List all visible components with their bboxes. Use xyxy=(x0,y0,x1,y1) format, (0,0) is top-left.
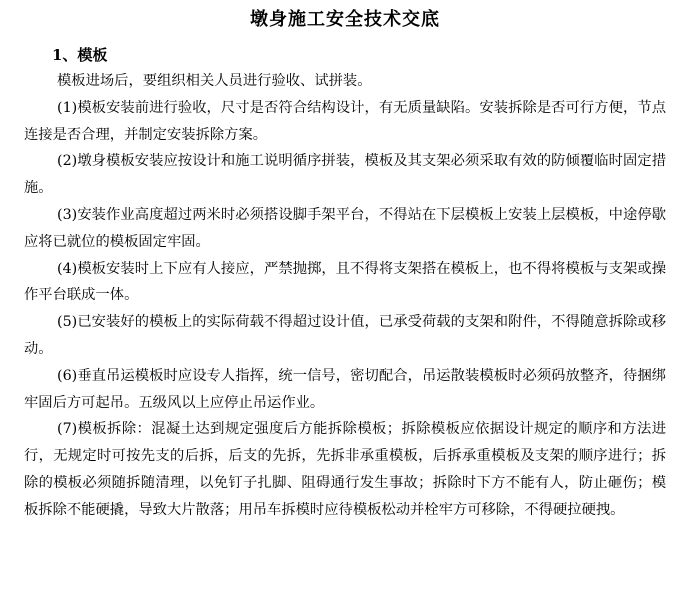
paragraph-item-6: (6)垂直吊运模板时应设专人指挥，统一信号，密切配合，吊运散装模板时必须码放整齐，待捆绑牢固后方可起吊。五级风以上应停止吊运作业。 xyxy=(24,367,666,411)
paragraph-item-7: (7)模板拆除：混凝土达到规定强度后方能拆除模板；拆除模板应依据设计规定的顺序和方法进行，无规定时可按先支的后拆，后支的先拆，先拆非承重模板，后拆承重模板及支架的顺序进行；拆除的模板必须随拆随清理，以免钉子扎脚、阻碍通行发生事故；拆除时下方不能有人，防止砸伤；模板拆除不能硬撬，导致大片散落；用吊车拆模时应待模板松动并栓牢方可移除，不得硬拉硬拽。 xyxy=(24,421,666,518)
paragraph-item-3: (3)安装作业高度超过两米时必须搭设脚手架平台，不得站在下层模板上安装上层模板，中途停歇应将已就位的模板固定牢固。 xyxy=(24,206,666,250)
paragraph-item-2: (2)墩身模板安装应按设计和施工说明循序拼装，模板及其支架必须采取有效的防倾覆临时固定措施。 xyxy=(24,153,666,197)
section-heading: 1、模板 xyxy=(52,46,108,64)
paragraph-item-4: (4)模板安装时上下应有人接应，严禁抛掷，且不得将支架搭在模板上，也不得将模板与支架或操作平台联成一体。 xyxy=(24,260,666,304)
paragraph-item-5: (5)已安装好的模板上的实际荷载不得超过设计值，已承受荷载的支架和附件，不得随意拆除或移动。 xyxy=(24,314,666,357)
document-title: 墩身施工安全技术交底 xyxy=(250,9,440,30)
document-page xyxy=(24,8,666,524)
paragraph-intro: 模板进场后，要组织相关人员进行验收、试拼装。 xyxy=(57,73,372,89)
paragraph-item-1: (1)模板安装前进行验收，尺寸是否符合结构设计，有无质量缺陷。安装拆除是否可行方便，节点连接是否合理，并制定安装拆除方案。 xyxy=(24,99,666,143)
